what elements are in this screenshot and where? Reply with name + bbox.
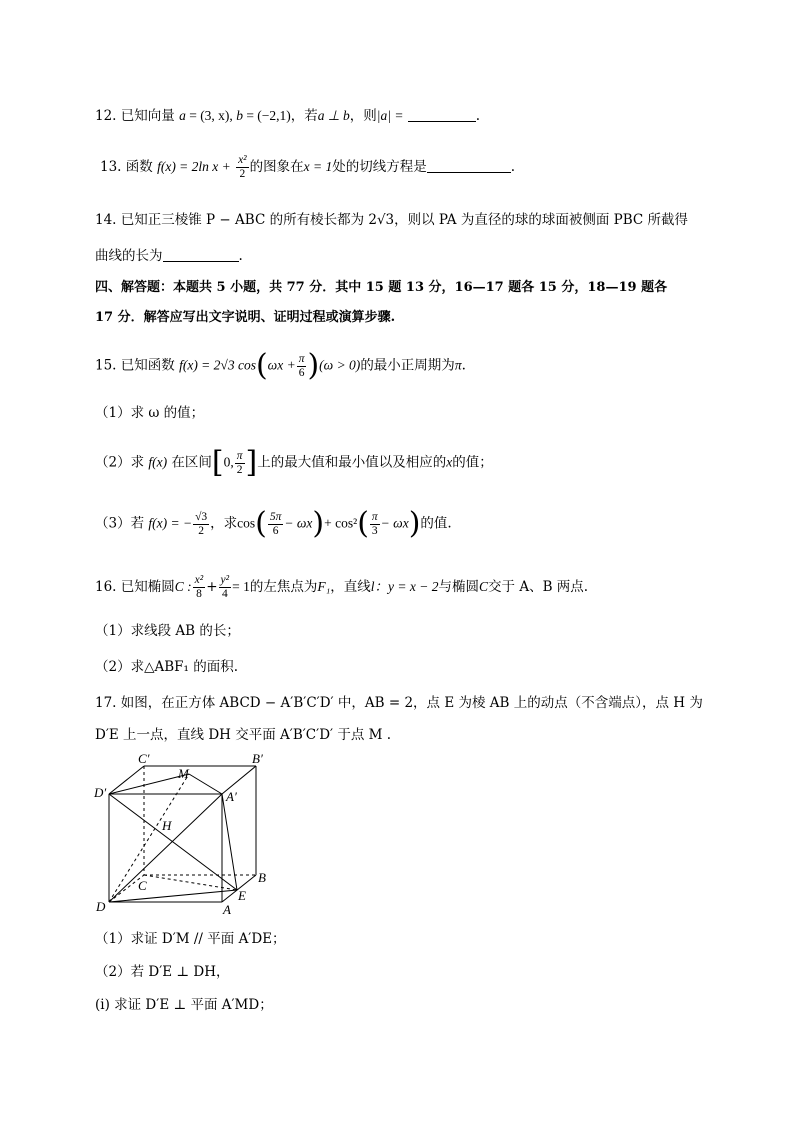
q16-part-2: （2）求△ABF₁ 的面积. (95, 659, 239, 675)
x-equals-1: x = 1 (303, 159, 333, 174)
q12-text-3: ，则 (349, 108, 377, 124)
question-14-line-1: 14. 已知正三棱锥 P − ABC 的所有棱长都为 2√3，则以 PA 为直径的球的球面被侧面 PBC 所截得 (95, 212, 688, 228)
label-C: C (138, 878, 147, 893)
q15-part-3: （3）若 f(x) = − $\frac{√3}{2}$ ，求cos( $\frac{5\pi}{6}$ − ωx)+ cos²( $\frac{\pi}{3}$ − ωx)的值. (95, 506, 452, 541)
label-B-prime: B′ (252, 752, 263, 766)
q13-text-3: 处的切线方程是 (332, 159, 427, 175)
q12-text-2: ，若 (290, 108, 318, 124)
section-heading-line-2: 17 分．解答应写出文字说明、证明过程或演算步骤. (95, 310, 396, 325)
vector-b-value: = (−2,1) (242, 108, 291, 123)
q13-end: . (510, 159, 516, 175)
q15-text: 已知函数 (120, 357, 175, 374)
label-D-prime: D′ (94, 785, 107, 800)
label-D: D (96, 899, 106, 914)
pi: π (454, 357, 462, 373)
q15-part-1: （1）求 ω 的值； (95, 405, 205, 421)
q14-text: 曲线的长为 (95, 248, 163, 264)
cube-figure (92, 752, 292, 917)
section-heading-line-1: 四、解答题：本题共 5 小题，共 77 分．其中 15 题 13 分，16—17 题各 15 分，18—19 题各 (95, 280, 668, 295)
q12-end: . (475, 108, 481, 124)
q17-part-2: （2）若 D′E ⊥ DH， (95, 964, 230, 980)
answer-blank[interactable] (408, 107, 476, 122)
question-17-line-2: D′E 上一点，直线 DH 交平面 A′B′C′D′ 于点 M . (95, 727, 392, 743)
answer-blank[interactable] (163, 247, 239, 262)
q17-part-1: （1）求证 D′M // 平面 A′DE； (95, 931, 286, 947)
q13-text: 函数 (125, 159, 153, 175)
fraction-pi-over-6: $\frac{\pi}{6}$ (298, 352, 305, 379)
fraction-x2-over-2: $\frac{\text{x²}}{2}$ (238, 154, 247, 180)
question-14-line-2 (95, 246, 243, 266)
vector-a: a (179, 108, 186, 123)
label-M: M (178, 766, 189, 781)
question-12 (95, 106, 480, 126)
label-H: H (162, 818, 172, 833)
q15-part-2: （2）求 f(x) 在区间[0, $\frac{\pi}{2}$ ]上的最大值和最小值以及相应的x的值； (95, 445, 493, 480)
omega-condition: (ω > 0) (319, 357, 361, 373)
perp-condition: a ⊥ b (317, 108, 350, 123)
label-C-prime: C′ (138, 752, 150, 766)
function-expr: f(x) = 2√3 cos (179, 357, 256, 373)
q15-number: 15. (95, 357, 117, 374)
q15-text-2: 的最小正周期为 (360, 357, 455, 374)
label-B: B (258, 870, 266, 885)
label-E: E (238, 888, 246, 903)
function-expr: f(x) = 2ln x + (157, 159, 231, 174)
q12-text: 已知向量 (120, 108, 175, 124)
q12-number: 12. (95, 108, 117, 124)
q13-text-2: 的图象在 (249, 159, 304, 175)
q14-end: . (238, 248, 243, 264)
question-16: 16. 已知椭圆C : $\frac{\text{x²}}{8}$ + $\frac{\text{y²}}{4}$ = 1的左焦点为F₁，直线l：y = x − 2与椭圆C交于 A、B 两点. (95, 574, 589, 600)
vector-b: b (236, 108, 243, 123)
q16-part-1: （1）求线段 AB 的长； (95, 623, 240, 639)
question-15: 15. 已知函数 f(x) = 2√3 cos(ωx + $\frac{\pi}{6}$ )(ω > 0)的最小正周期为π. (95, 348, 466, 383)
question-17-line-1: 17. 如图，在正方体 ABCD − A′B′C′D′ 中，AB = 2，点 E 为棱 AB 上的动点（不含端点），点 H 为 (95, 695, 703, 711)
abs-a: |a| = (376, 108, 404, 123)
vector-a-value: = (3, x), (185, 108, 237, 123)
answer-blank[interactable] (427, 158, 511, 173)
question-13 (100, 154, 515, 181)
q17-part-2-i: (i) 求证 D′E ⊥ 平面 A′MD； (95, 997, 273, 1013)
label-A: A (223, 902, 231, 917)
q13-number: 13. (100, 159, 122, 175)
label-A-prime: A′ (226, 789, 237, 804)
